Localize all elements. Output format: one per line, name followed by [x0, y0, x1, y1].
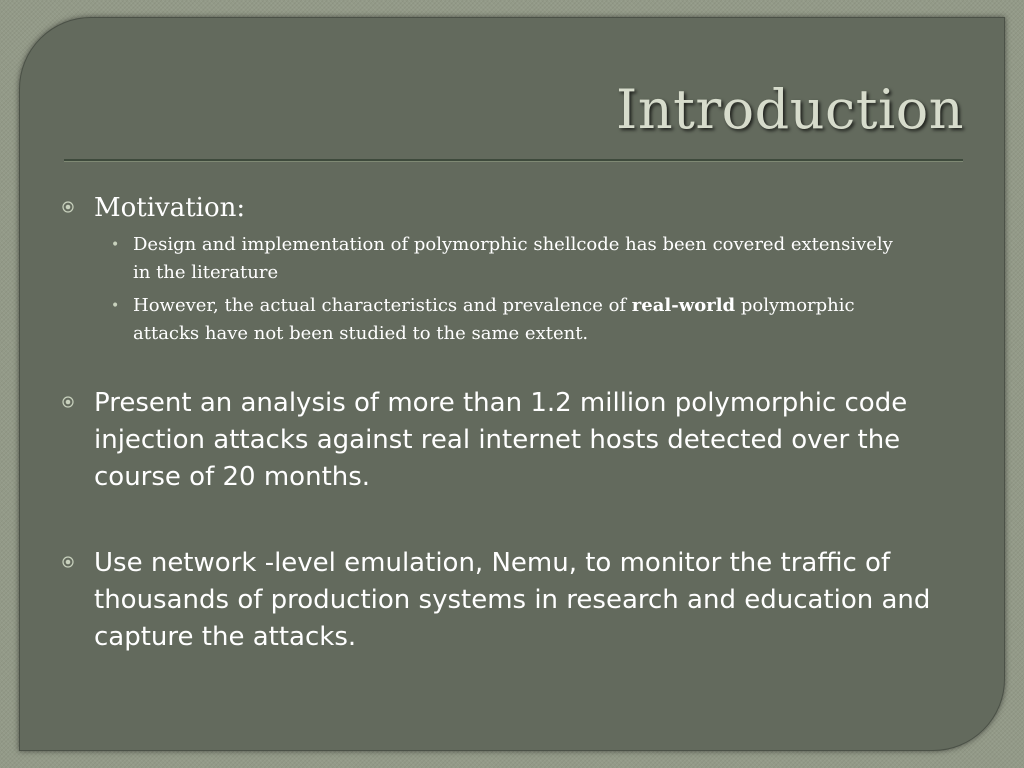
sub-bullet-text: However, the actual characteristics and prevalence of: [133, 295, 632, 316]
bullet-motivation: [94, 190, 964, 227]
circled-dot-icon: [62, 556, 74, 568]
bullet-nemu: [94, 545, 964, 656]
bullet-analysis: [94, 385, 964, 496]
small-dot-icon: •: [111, 237, 120, 253]
slide-title: Introduction: [616, 78, 964, 141]
motivation-label: Motivation:: [94, 193, 246, 223]
bullet-text: Present an analysis of more than 1.2 million polymorphic code injection attacks against real internet hosts detected over the course of 20 months.: [94, 388, 908, 492]
circled-dot-icon: [62, 396, 74, 408]
small-dot-icon: •: [111, 298, 120, 314]
sub-bullet-text: polymorphic attacks have not been studied to the same extent.: [133, 295, 855, 344]
sub-bullet-real-world: [111, 292, 913, 348]
emphasis-real-world: real-world: [631, 295, 736, 316]
sub-bullet-literature: [111, 231, 913, 287]
bullet-text: Use network -level emulation, Nemu, to monitor the traffic of thousands of production systems in research and education and capture the attacks.: [94, 548, 931, 652]
circled-dot-icon: [62, 201, 74, 213]
sub-bullet-text: Design and implementation of polymorphic shellcode has been covered extensively in the literature: [133, 234, 893, 283]
